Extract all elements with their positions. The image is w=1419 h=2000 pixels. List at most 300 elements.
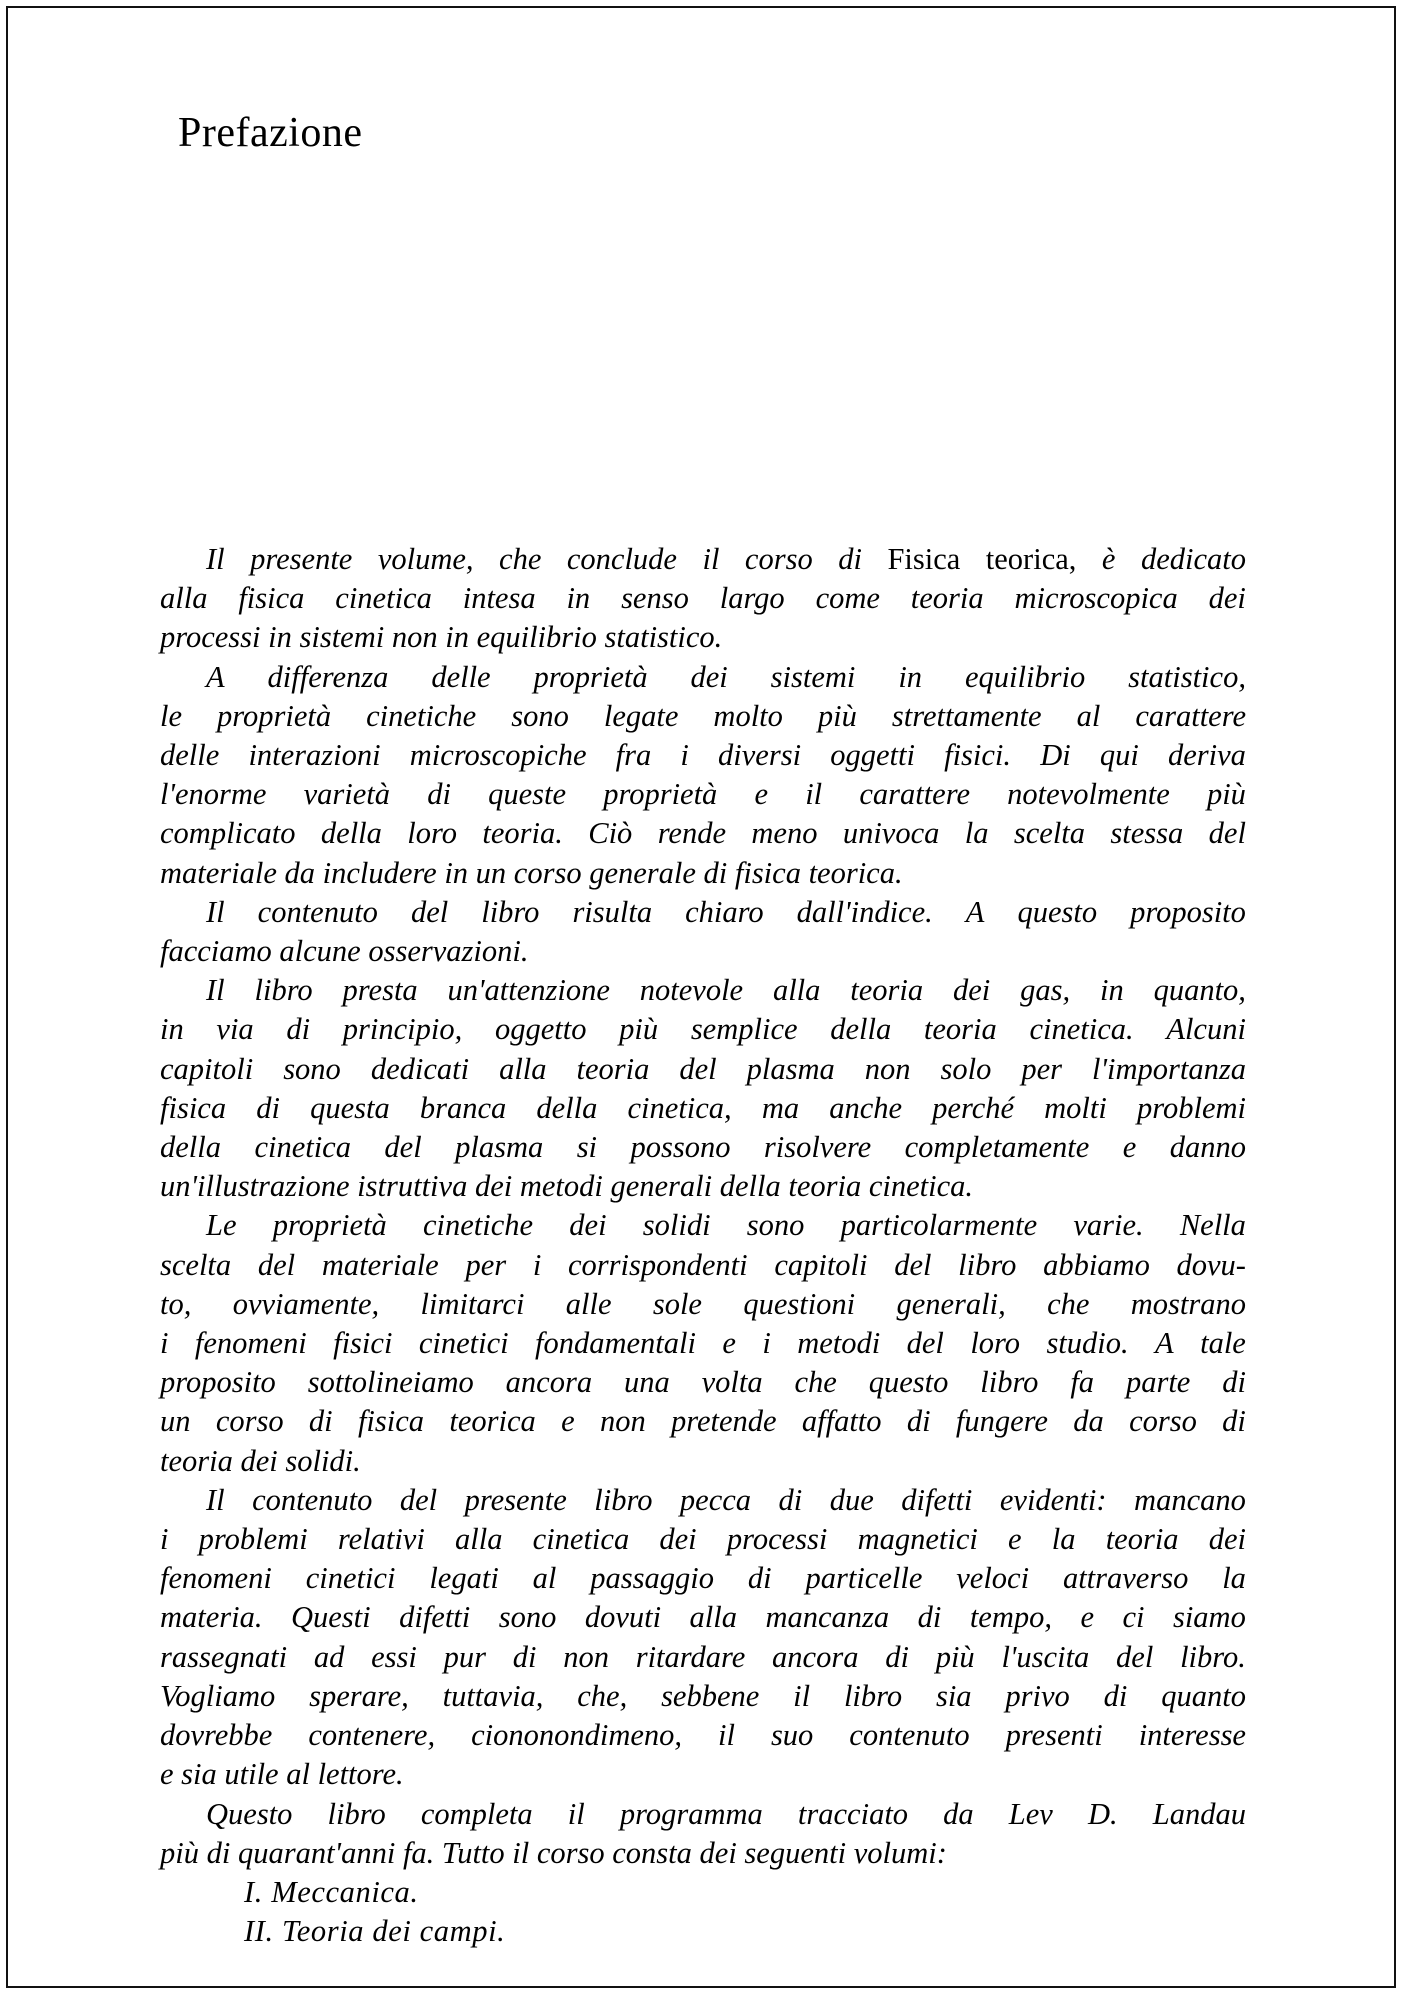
text-line [160, 697, 1246, 736]
text-word: il [567, 1796, 585, 1831]
text-word: dedicati [370, 1051, 470, 1086]
text-word: di [906, 1404, 931, 1439]
text-word: sono [283, 1051, 341, 1086]
text-word: presenti [1005, 1718, 1103, 1753]
text-word: legate [603, 698, 679, 733]
text-word: contenere, [308, 1718, 436, 1753]
text-word: problemi [1136, 1090, 1246, 1125]
text-word: mostrano [1130, 1286, 1246, 1321]
text-line [160, 971, 1246, 1010]
text-word: di [256, 1090, 280, 1125]
text-word: cinetica [254, 1130, 351, 1165]
text-word: cinetiche [423, 1208, 534, 1243]
text-word: perché [932, 1090, 1015, 1125]
text-word: tracciato [797, 1796, 909, 1831]
text-word: diversi [718, 738, 802, 773]
text-word: più [935, 1639, 975, 1674]
text-word: A [965, 894, 985, 929]
text-word: generali [610, 1169, 713, 1204]
text-word: fisica [357, 1404, 425, 1439]
text-word: particolarmente [840, 1208, 1038, 1243]
text-line [160, 814, 1246, 853]
text-word: pretende [671, 1404, 777, 1439]
text-word: affatto [801, 1404, 882, 1439]
text-word: parte [1125, 1365, 1191, 1400]
text-word: molto [713, 698, 783, 733]
text-line [160, 736, 1246, 775]
text-word: più [160, 1835, 199, 1870]
text-line: teoria dei solidi. [160, 1443, 361, 1478]
text-word: attraverso [1062, 1561, 1189, 1596]
text-word: loro [970, 1326, 1021, 1361]
text-word: notevole [639, 973, 744, 1008]
text-word: cinetici [418, 1326, 509, 1361]
text-word: che [1047, 1286, 1090, 1321]
text-word: interesse [1138, 1718, 1246, 1753]
text-word: Il [206, 894, 225, 929]
volume-title: Meccanica. [271, 1874, 419, 1909]
text-word: equilibrio [964, 659, 1086, 694]
text-line [160, 540, 1246, 579]
text-word: del [384, 1130, 422, 1165]
text-word: dei [690, 659, 728, 694]
text-word: teorica [449, 1404, 536, 1439]
text-word: proprietà [533, 659, 648, 694]
text-line [160, 1716, 1246, 1755]
text-word: di [838, 542, 862, 576]
text-word: fisica [160, 1090, 227, 1125]
text-word: ma [761, 1090, 800, 1125]
text-word: alla [455, 1522, 503, 1557]
text-word: libro [254, 973, 313, 1008]
text-word: del [1208, 816, 1246, 851]
text-word: questo [868, 1365, 949, 1400]
text-line [160, 1834, 1246, 1873]
text-word: di [1222, 1365, 1246, 1400]
text-word: i [680, 738, 689, 773]
text-word: due [829, 1482, 874, 1517]
text-word: quarant'anni [237, 1835, 396, 1870]
text-word: della [719, 1169, 781, 1204]
text-word: si [576, 1130, 598, 1165]
text-word: varietà [303, 777, 391, 812]
text-word: seguenti [744, 1835, 847, 1870]
text-line: facciamo alcune osservazioni. [160, 934, 529, 969]
text-word: dall'indice. [796, 894, 933, 929]
text-word: principio, [342, 1012, 463, 1047]
text-word: l'uscita [1001, 1639, 1090, 1674]
text-word: interazioni [248, 738, 381, 773]
text-word: fenomeni [160, 1561, 272, 1596]
text-word: dei [569, 1208, 607, 1243]
text-word: teoria [850, 973, 924, 1008]
text-word: da [943, 1796, 974, 1831]
text-word: alla [689, 1600, 737, 1635]
text-word: in [898, 659, 923, 694]
text-word: questo [1017, 894, 1098, 929]
text-word: della [830, 1012, 892, 1047]
text-word: meno [751, 816, 818, 851]
text-word: Questo [206, 1796, 293, 1831]
text-word: alla [160, 581, 208, 616]
text-word: è [1101, 542, 1116, 576]
text-word: completa [420, 1796, 533, 1831]
text-line [160, 1795, 1246, 1834]
text-word: molti [1044, 1090, 1107, 1125]
text-word: delle [431, 659, 491, 694]
text-word: carattere [859, 777, 970, 812]
text-word: Il [206, 1482, 225, 1517]
text-line [160, 1481, 1246, 1520]
text-word: danno [1169, 1130, 1246, 1165]
text-word: Ciò [588, 816, 633, 851]
text-word: fisici [333, 1326, 393, 1361]
text-word: dei [699, 1835, 737, 1870]
text-word: essi [371, 1639, 417, 1674]
volume-numeral: I. [244, 1874, 263, 1909]
text-word: solidi [642, 1208, 711, 1243]
volume-list-item [160, 1912, 1246, 1951]
text-word: e [722, 1326, 736, 1361]
text-word: contenuto [252, 1482, 373, 1517]
text-word: ciononondimeno, [471, 1718, 683, 1753]
text-word: gas, [1020, 973, 1071, 1008]
text-word: dei [474, 1169, 513, 1204]
text-word: ci [1122, 1600, 1145, 1635]
text-word: mancano [1134, 1482, 1246, 1517]
text-word: teoria [576, 1051, 650, 1086]
text-word: magnetici [857, 1522, 978, 1557]
text-word: corso [1129, 1404, 1197, 1439]
text-word: fondamentali [535, 1326, 696, 1361]
volume-numeral: II. [244, 1914, 274, 1949]
text-word: sperare, [309, 1678, 409, 1713]
text-word: intesa [462, 581, 536, 616]
text-word: i [532, 1247, 542, 1282]
text-word: teoria [1105, 1522, 1179, 1557]
text-word: ovviamente, [232, 1286, 380, 1321]
text-word: dei [1208, 581, 1246, 616]
text-word: e [754, 777, 769, 812]
text-word: un'illustrazione [160, 1169, 350, 1204]
text-word: di [286, 1012, 311, 1047]
text-word: suo [770, 1718, 814, 1753]
text-word: tale [1200, 1326, 1246, 1361]
text-word: evidenti: [999, 1482, 1107, 1517]
text-word: Il [206, 973, 225, 1008]
text-word: presente [250, 542, 353, 576]
text-word: alla [499, 1051, 547, 1086]
text-line [160, 775, 1246, 814]
text-line: e sia utile al lettore. [160, 1757, 404, 1792]
text-word: il [702, 542, 720, 576]
text-word: che [794, 1365, 837, 1400]
text-word: di [917, 1600, 942, 1635]
text-word: da [1073, 1404, 1104, 1439]
text-line [160, 1598, 1246, 1637]
text-word: generali, [896, 1286, 1006, 1321]
text-line [160, 1089, 1246, 1128]
text-word: e [1008, 1522, 1022, 1557]
text-word: proposito [160, 1365, 276, 1400]
text-word: varie. [1073, 1208, 1144, 1243]
text-word: possono [630, 1130, 731, 1165]
volume-list-item [160, 1873, 1246, 1912]
text-word: al [1076, 698, 1101, 733]
text-word: un'attenzione [447, 973, 610, 1008]
text-line [160, 1167, 1246, 1206]
text-word: libro [958, 1247, 1017, 1282]
text-word: dedicato [1140, 542, 1246, 576]
text-word: e [1080, 1600, 1095, 1635]
text-word: di [885, 1639, 909, 1674]
text-word: non [864, 1051, 911, 1086]
text-word: completamente [904, 1130, 1090, 1165]
text-word: dei [952, 973, 991, 1008]
text-word: proposito [1130, 894, 1246, 929]
text-word: l'importanza [1092, 1051, 1246, 1086]
text-word: semplice [690, 1012, 798, 1047]
text-word: tuttavia, [442, 1678, 544, 1713]
text-word: di [1103, 1678, 1128, 1713]
text-word: fungere [955, 1404, 1048, 1439]
text-word: siamo [1172, 1600, 1246, 1635]
text-word: scelta [160, 1247, 232, 1282]
text-word: veloci [956, 1561, 1030, 1596]
text-word: ancora [772, 1639, 859, 1674]
text-word: di [1222, 1404, 1246, 1439]
text-word: metodi [519, 1169, 603, 1204]
text-word: consta [612, 1835, 692, 1870]
text-line [160, 579, 1246, 618]
text-word: processi [726, 1522, 828, 1557]
text-word: sebbene [661, 1678, 760, 1713]
text-line [160, 1128, 1246, 1167]
text-word: metodi [797, 1326, 881, 1361]
text-word: quanto [1161, 1678, 1246, 1713]
text-word: sottolineiamo [307, 1365, 474, 1400]
text-word: libro [843, 1678, 903, 1713]
text-word: microscopica [1014, 581, 1178, 616]
text-word: fisica [238, 581, 305, 616]
text-word: che, [577, 1678, 628, 1713]
text-word: del [906, 1326, 944, 1361]
text-word: studio. [1046, 1326, 1129, 1361]
text-word: un [160, 1404, 191, 1439]
text-word: via [216, 1012, 254, 1047]
text-word: fisici. [944, 738, 1012, 773]
text-word: materiale [321, 1247, 439, 1282]
text-word: presta [342, 973, 418, 1008]
text-word: e [1122, 1130, 1137, 1165]
text-word: la [964, 816, 989, 851]
text-word: materia. [160, 1600, 263, 1635]
text-word: A [1155, 1326, 1174, 1361]
text-word: teoria [910, 581, 984, 616]
text-word: del [894, 1247, 932, 1282]
text-word: la [1051, 1522, 1076, 1557]
text-word: oggetto [494, 1012, 587, 1047]
text-line [160, 1677, 1246, 1716]
text-word: questa [310, 1090, 390, 1125]
text-word: anche [829, 1090, 903, 1125]
text-word: delle [160, 738, 220, 773]
text-word: della [320, 816, 382, 851]
text-word: volumi: [853, 1835, 947, 1870]
text-word: contenuto [257, 894, 378, 929]
text-word: Alcuni [1166, 1012, 1246, 1047]
text-word: sole [652, 1286, 702, 1321]
text-word: cinetica. [868, 1169, 974, 1204]
text-word: dei [659, 1522, 697, 1557]
text-word: più [1206, 777, 1246, 812]
text-word: il [718, 1718, 735, 1753]
text-word: tempo, [969, 1600, 1052, 1635]
text-word: alle [565, 1286, 612, 1321]
text-word: Fisica [887, 542, 961, 576]
text-word: l'enorme [160, 777, 267, 812]
text-word: problemi [198, 1522, 308, 1557]
text-word: statistico, [1128, 659, 1246, 694]
text-word: proprietà [272, 1208, 387, 1243]
text-word: senso [621, 581, 689, 616]
text-line: materiale da includere in un corso generale di fisica teorica. [160, 855, 903, 890]
text-word: Nella [1179, 1208, 1246, 1243]
text-word: chiaro [685, 894, 764, 929]
text-word: Il [206, 542, 225, 576]
text-line [160, 893, 1246, 932]
text-word: libro [594, 1482, 653, 1517]
text-word: dovu- [1176, 1247, 1246, 1282]
text-word: libro [481, 894, 540, 929]
text-word: sono [511, 698, 569, 733]
text-line [160, 1010, 1246, 1049]
text-word: il [805, 777, 823, 812]
text-word: cinetica [335, 581, 432, 616]
text-word: di [427, 777, 451, 812]
text-word: contenuto [849, 1718, 970, 1753]
text-word: Questi [290, 1600, 371, 1635]
text-word: univoca [842, 816, 940, 851]
text-word: cinetici [305, 1561, 396, 1596]
text-word: ritardare [635, 1639, 746, 1674]
volume-title: Teoria dei campi. [281, 1914, 506, 1949]
text-word: libro [327, 1796, 386, 1831]
text-word: Lev [1008, 1796, 1053, 1831]
text-word: oggetti [830, 738, 915, 773]
text-word: libro. [1180, 1639, 1246, 1674]
text-word: abbiamo [1043, 1247, 1150, 1282]
text-word: corso [536, 1835, 605, 1870]
text-word: mancanza [765, 1600, 890, 1635]
text-word: volta [701, 1365, 763, 1400]
text-word: complicato [160, 816, 296, 851]
text-word: branca [419, 1090, 507, 1125]
text-word: corso [215, 1404, 284, 1439]
text-word: per [1021, 1051, 1063, 1086]
text-word: non [563, 1639, 609, 1674]
text-word: per [465, 1247, 507, 1282]
text-word: to, [160, 1286, 192, 1321]
text-word: capitoli [774, 1247, 868, 1282]
text-word: più [817, 698, 857, 733]
text-word: passaggio [590, 1561, 714, 1596]
text-word: risulta [572, 894, 653, 929]
text-word: del [410, 894, 449, 929]
text-word: solo [940, 1051, 992, 1086]
text-word: teorica, [985, 542, 1077, 576]
text-word: e [561, 1404, 575, 1439]
text-word: programma [619, 1796, 763, 1831]
text-word: conclude [566, 542, 677, 576]
text-word: del [257, 1247, 296, 1282]
text-word: pur [443, 1639, 486, 1674]
text-word: difetti [399, 1600, 471, 1635]
text-line [160, 1285, 1246, 1324]
text-word: corso [744, 542, 813, 576]
text-word: di [778, 1482, 803, 1517]
text-word: notevolmente [1007, 777, 1170, 812]
text-word: sistemi [770, 659, 856, 694]
text-word: rende [657, 816, 726, 851]
text-line [160, 1402, 1246, 1441]
text-word: fa. [402, 1835, 435, 1870]
text-word: i [160, 1522, 169, 1557]
text-word: rassegnati [160, 1639, 288, 1674]
text-word: del [1116, 1639, 1154, 1674]
text-word: Vogliamo [160, 1678, 276, 1713]
text-word: pecca [679, 1482, 752, 1517]
text-word: alla [772, 973, 821, 1008]
text-word: del [679, 1051, 717, 1086]
text-word: deriva [1167, 738, 1246, 773]
text-word: Tutto [441, 1835, 505, 1870]
text-word: la [1222, 1561, 1246, 1596]
text-word: proprietà [603, 777, 718, 812]
text-word: dovuti [584, 1600, 662, 1635]
text-word: fenomeni [194, 1326, 307, 1361]
text-word: come [815, 581, 880, 616]
text-word: A [206, 659, 225, 694]
preface-body [160, 540, 1246, 1951]
text-word: il [793, 1678, 811, 1713]
text-word: legati [429, 1561, 499, 1596]
text-word: di [206, 1835, 231, 1870]
text-word: della [160, 1130, 221, 1165]
text-word: teoria [923, 1012, 997, 1047]
text-word: qui [1099, 738, 1139, 773]
text-line [160, 1363, 1246, 1402]
text-word: quanto, [1153, 973, 1246, 1008]
text-line [160, 1246, 1246, 1285]
text-word: al [532, 1561, 557, 1596]
text-word: questioni [743, 1286, 856, 1321]
text-word: queste [488, 777, 567, 812]
text-word: cinetiche [366, 698, 477, 733]
text-line [160, 1324, 1246, 1363]
text-line [160, 1520, 1246, 1559]
text-word: Landau [1152, 1796, 1246, 1831]
text-word: non [599, 1404, 646, 1439]
text-word: più [619, 1012, 659, 1047]
text-line [160, 1638, 1246, 1677]
text-word: una [623, 1365, 670, 1400]
text-word: proprietà [217, 698, 332, 733]
text-word: scelta [1013, 816, 1086, 851]
text-word: differenza [267, 659, 389, 694]
text-word: stessa [1110, 816, 1184, 851]
text-word: plasma [455, 1130, 544, 1165]
